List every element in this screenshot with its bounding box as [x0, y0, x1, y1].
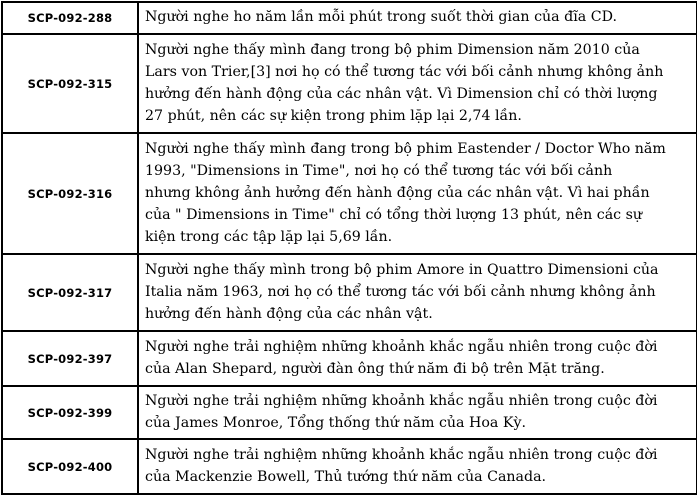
table-row: [2, 254, 697, 331]
description-line: Người nghe trải nghiệm những khoảnh khắc ngẫu nhiên trong cuộc đời: [145, 392, 658, 409]
description-line: hưởng đến hành động của các nhân vật. Vì Dimension chỉ có thời lượng: [145, 85, 658, 102]
description-cell: [138, 386, 697, 439]
description-cell: [138, 331, 697, 386]
description-cell: [138, 34, 697, 133]
scp-id-cell: SCP-092-397: [2, 331, 138, 386]
description-line: của " Dimensions in Time" chỉ có tổng thời lượng 13 phút, nên các sự: [145, 206, 643, 223]
description-line: nhưng không ảnh hưởng đến hành động của các nhân vật. Vì hai phần: [145, 184, 650, 201]
table-row: [2, 34, 697, 133]
description-line: kiện trong các tập lặp lại 5,69 lần.: [145, 228, 393, 245]
description-line: của James Monroe, Tổng thống thứ năm của Hoa Kỳ.: [145, 414, 527, 431]
description-line: Italia năm 1963, nơi họ có thể tương tác với bối cảnh nhưng không ảnh: [145, 283, 656, 300]
description-line: Người nghe trải nghiệm những khoảnh khắc ngẫu nhiên trong cuộc đời: [145, 338, 658, 355]
scp-id-cell: SCP-092-315: [2, 34, 138, 133]
description-cell: [138, 133, 697, 254]
description-line: Người nghe thấy mình đang trong bộ phim Eastender / Doctor Who năm: [145, 140, 666, 157]
description-line: của Alan Shepard, người đàn ông thứ năm đi bộ trên Mặt trăng.: [145, 360, 605, 377]
description-line: Người nghe thấy mình trong bộ phim Amore in Quattro Dimensioni của: [145, 261, 659, 278]
table-row: [2, 331, 697, 386]
description-line: 1993, "Dimensions in Time", nơi họ có thể tương tác với bối cảnh: [145, 162, 613, 179]
table-row: [2, 133, 697, 254]
description-cell: [138, 2, 697, 34]
description-cell: [138, 439, 697, 494]
description-line: 27 phút, nên các sự kiện trong phim lặp lại 2,74 lần.: [145, 107, 522, 124]
table-row: [2, 2, 697, 34]
description-line: của Mackenzie Bowell, Thủ tướng thứ năm của Canada.: [145, 468, 547, 485]
scp-variant-table: [1, 1, 697, 495]
scp-id-cell: SCP-092-288: [2, 2, 138, 34]
scp-id-cell: SCP-092-399: [2, 386, 138, 439]
description-line: hưởng đến hành động của các nhân vật.: [145, 305, 433, 322]
description-line: Người nghe trải nghiệm những khoảnh khắc ngẫu nhiên trong cuộc đời: [145, 446, 658, 463]
table-row: [2, 386, 697, 439]
description-line: Người nghe ho năm lần mỗi phút trong suốt thời gian của đĩa CD.: [145, 9, 617, 25]
description-cell: [138, 254, 697, 331]
scp-id-cell: SCP-092-317: [2, 254, 138, 331]
description-line: Lars von Trier,[3] nơi họ có thể tương tác với bối cảnh nhưng không ảnh: [145, 63, 664, 80]
description-line: Người nghe thấy mình đang trong bộ phim Dimension năm 2010 của: [145, 41, 640, 58]
scp-id-cell: SCP-092-400: [2, 439, 138, 494]
table-row: [2, 439, 697, 494]
scp-id-cell: SCP-092-316: [2, 133, 138, 254]
